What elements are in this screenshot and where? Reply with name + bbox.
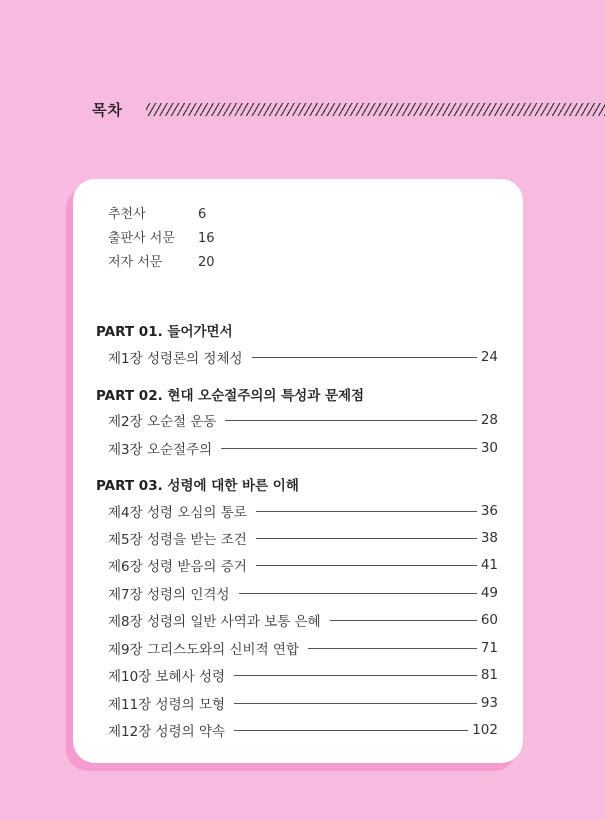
chapter-page: 41 xyxy=(480,557,498,573)
leader-line xyxy=(252,357,477,358)
front-matter-item[interactable] xyxy=(108,203,215,227)
chapter-label: 제9장 그리스도와의 신비적 연합 xyxy=(108,642,299,658)
chapter-entry[interactable] xyxy=(108,720,498,740)
chapter-page: 28 xyxy=(480,412,498,428)
chapter-page: 71 xyxy=(480,640,498,656)
chapter-label: 제2장 오순절 운동 xyxy=(108,414,217,430)
chapter-entry[interactable] xyxy=(108,665,498,685)
chapter-page: 38 xyxy=(480,530,498,546)
chapter-entry[interactable] xyxy=(108,347,498,367)
chapter-entry[interactable] xyxy=(108,638,498,658)
chapter-page: 49 xyxy=(480,585,498,601)
front-matter-page: 6 xyxy=(198,207,207,222)
front-matter-label: 출판사 서문 xyxy=(108,231,175,246)
chapter-entry[interactable] xyxy=(108,610,498,630)
front-matter-label: 저자 서문 xyxy=(108,255,163,270)
front-matter-list xyxy=(108,203,215,275)
front-matter-page: 20 xyxy=(198,255,215,270)
chapter-label: 제6장 성령 받음의 증거 xyxy=(108,559,247,575)
leader-line xyxy=(234,730,468,731)
chapter-page: 24 xyxy=(480,349,498,365)
chapter-label: 제1장 성령론의 정체성 xyxy=(108,351,243,367)
toc-card xyxy=(73,179,523,763)
front-matter-page: 16 xyxy=(198,231,215,246)
leader-line xyxy=(256,565,477,566)
chapter-page: 102 xyxy=(472,722,498,738)
front-matter-item[interactable] xyxy=(108,251,215,275)
leader-line xyxy=(256,538,477,539)
part-title: PART 03. 성령에 대한 바른 이해 xyxy=(96,478,299,494)
chapter-entry[interactable] xyxy=(108,438,498,458)
front-matter-item[interactable] xyxy=(108,227,215,251)
chapter-entry[interactable] xyxy=(108,583,498,603)
chapter-page: 93 xyxy=(480,695,498,711)
leader-line xyxy=(234,703,477,704)
chapter-label: 제10장 보혜사 성령 xyxy=(108,669,226,685)
chapter-entry[interactable] xyxy=(108,410,498,430)
toc-heading: 목차 xyxy=(92,101,123,119)
chapter-entry[interactable] xyxy=(108,693,498,713)
chapter-page: 60 xyxy=(480,612,498,628)
leader-line xyxy=(330,620,477,621)
chapter-label: 제12장 성령의 약속 xyxy=(108,724,226,740)
leader-line xyxy=(221,448,477,449)
front-matter-label: 추천사 xyxy=(108,207,146,222)
chapter-label: 제4장 성령 오심의 통로 xyxy=(108,505,247,521)
chapter-page: 36 xyxy=(480,503,498,519)
chapter-label: 제8장 성령의 일반 사역과 보통 은혜 xyxy=(108,614,321,630)
hatch-decoration xyxy=(146,103,605,116)
chapter-entry[interactable] xyxy=(108,555,498,575)
leader-line xyxy=(256,511,477,512)
part-title: PART 02. 현대 오순절주의의 특성과 문제점 xyxy=(96,388,365,404)
chapter-label: 제7장 성령의 인격성 xyxy=(108,587,230,603)
chapter-page: 30 xyxy=(480,440,498,456)
chapter-label: 제11장 성령의 모형 xyxy=(108,697,226,713)
leader-line xyxy=(225,420,476,421)
leader-line xyxy=(239,593,477,594)
chapter-entry[interactable] xyxy=(108,528,498,548)
part-title: PART 01. 들어가면서 xyxy=(96,324,233,340)
chapter-entry[interactable] xyxy=(108,501,498,521)
chapter-label: 제5장 성령을 받는 조건 xyxy=(108,532,247,548)
leader-line xyxy=(234,675,477,676)
leader-line xyxy=(308,648,477,649)
chapter-label: 제3장 오순절주의 xyxy=(108,442,213,458)
chapter-page: 81 xyxy=(480,667,498,683)
